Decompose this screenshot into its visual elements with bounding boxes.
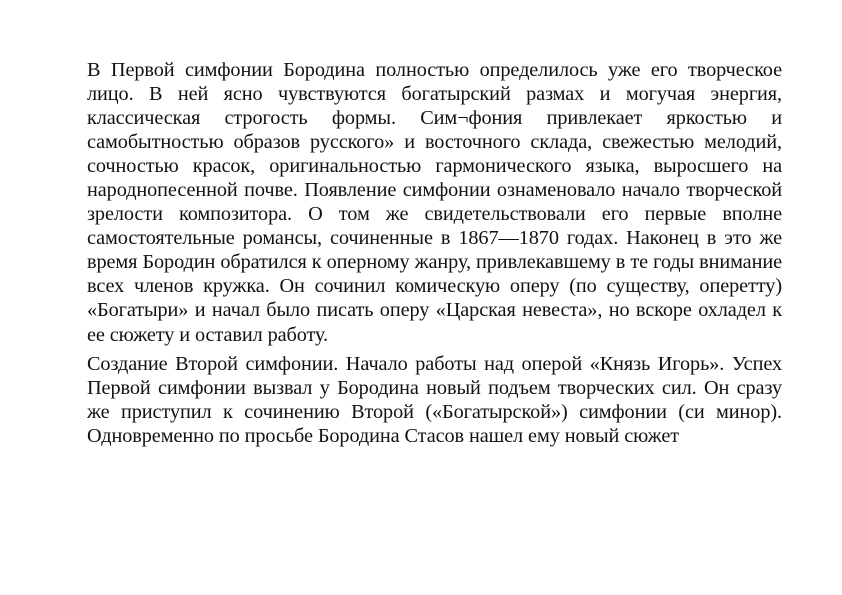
paragraph-2: Создание Второй симфонии. Начало работы над оперой «Князь Игорь». Успех Первой симфонии вызвал у Бородина новый подъем творческих сил. Он сразу же приступил к сочинению Второй («Богатырской») симфонии (си минор). Одновременно по просьбе Бородина Стасов нашел ему новый сюжет bbox=[87, 352, 782, 447]
paragraph-1: В Первой симфонии Бородина полностью определилось уже его творческое лицо. В ней ясно чувствуются богатырский размах и могучая энергия, классическая строгость формы. Сим¬фония привлекает яркостью и самобытностью образов русского» и восточного склада, свежестью мелодий, сочностью красок, оригинальностью гармонического языка, выросшего на народнопесенной почве. Появление симфонии ознаменовало начало творческой зрелости композитора. О том же свидетельствовали его первые вполне самостоятельные романсы, сочиненные в 1867—1870 годах. Наконец в это же время Бородин обратился к оперному жанру, привлекавшему в те годы внимание всех членов кружка. Он сочинил комическую оперу (по существу, оперетту) «Богатыри» и начал было писать оперу «Царская невеста», но вскоре охладел к ее сюжету и оставил работу. bbox=[87, 59, 782, 346]
document-body bbox=[87, 58, 782, 453]
